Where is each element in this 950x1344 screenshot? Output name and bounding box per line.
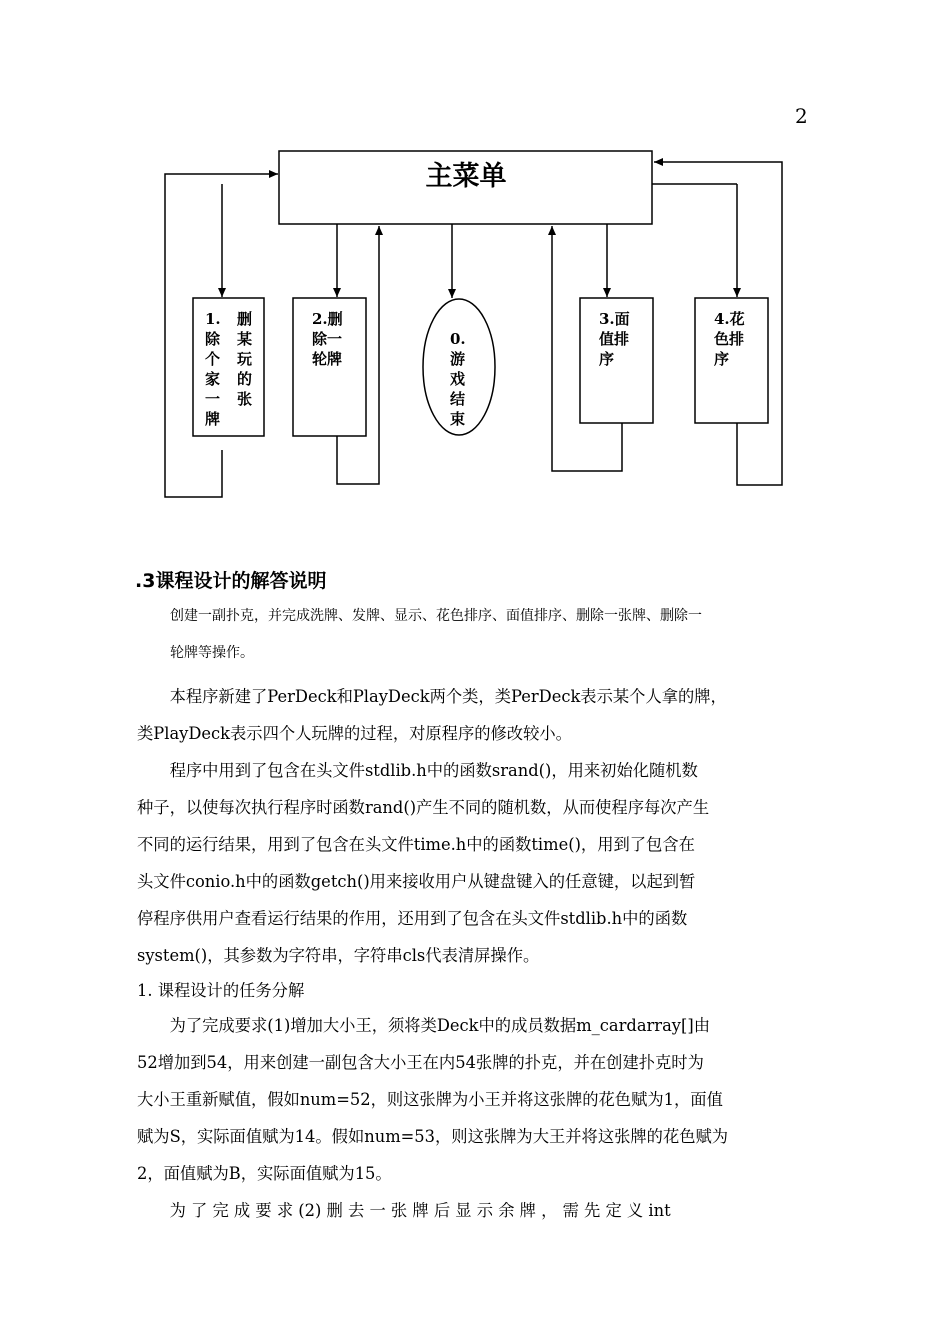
option1-box [193, 298, 264, 436]
option3-label: 3.面 值排 序 [599, 310, 630, 368]
page-number: 2 [795, 104, 808, 128]
body-line-7: 停程序供用户查看运行结果的作用，还用到了包含在头文件stdlib.h中的函数 [137, 909, 688, 928]
body-line-11: 大小王重新赋值，假如num=52，则这张牌为小王并将这张牌的花色赋为1，面值 [137, 1090, 723, 1109]
body-line-10: 52增加到54，用来创建一副包含大小王在内54张牌的扑克，并在创建扑克时为 [137, 1053, 704, 1072]
body-line-2: 类PlayDeck表示四个人玩牌的过程，对原程序的修改较小。 [137, 724, 572, 743]
main-menu-label: 主菜单 [425, 161, 507, 192]
body-line-3: 程序中用到了包含在头文件stdlib.h中的函数srand()，用来初始化随机数 [137, 761, 698, 780]
body-line-6: 头文件conio.h中的函数getch()用来接收用户从键盘键入的任意键，以起到暂 [137, 872, 696, 891]
body-line-12: 赋为S，实际面值赋为14。假如num=53，则这张牌为大王并将这张牌的花色赋为 [137, 1127, 729, 1146]
body-line-14: 为 了 完 成 要 求 (2) 删 去 一 张 牌 后 显 示 余 牌 ， 需 先 定 义 int [137, 1201, 671, 1220]
intro-line-2: 轮牌等操作。 [170, 645, 254, 661]
body-line-1: 本程序新建了PerDeck和PlayDeck两个类，类PerDeck表示某个人拿的牌， [137, 687, 727, 706]
subsection-heading: 1. 课程设计的任务分解 [137, 981, 305, 1000]
intro-line-1: 创建一副扑克，并完成洗牌、发牌、显示、花色排序、面值排序、删除一张牌、删除一 [170, 608, 702, 624]
option1-label-col2: 删 某 玩 的 张 [237, 310, 253, 408]
return-from-option2 [337, 226, 379, 484]
body-line-13: 2，面值赋为B，实际面值赋为15。 [137, 1164, 392, 1183]
option2-label: 2.删 除一 轮牌 [312, 310, 343, 368]
option1-label-col1: 1. 除 个 家 一 牌 [205, 310, 221, 428]
menu-flow-diagram [0, 0, 950, 520]
section-title: .3课程设计的解答说明 [135, 570, 327, 592]
body-line-5: 不同的运行结果，用到了包含在头文件time.h中的函数time()，用到了包含在 [137, 835, 695, 854]
body-line-8: system()，其参数为字符串，字符串cls代表清屏操作。 [137, 946, 540, 965]
option0-label: 0. 游 戏 结 束 [450, 330, 466, 428]
body-line-4: 种子，以使每次执行程序时函数rand()产生不同的随机数，从而使程序每次产生 [137, 798, 710, 817]
option4-label: 4.花 色排 序 [714, 310, 745, 368]
body-line-9: 为了完成要求(1)增加大小王，须将类Deck中的成员数据m_cardarray[]由 [137, 1016, 710, 1035]
